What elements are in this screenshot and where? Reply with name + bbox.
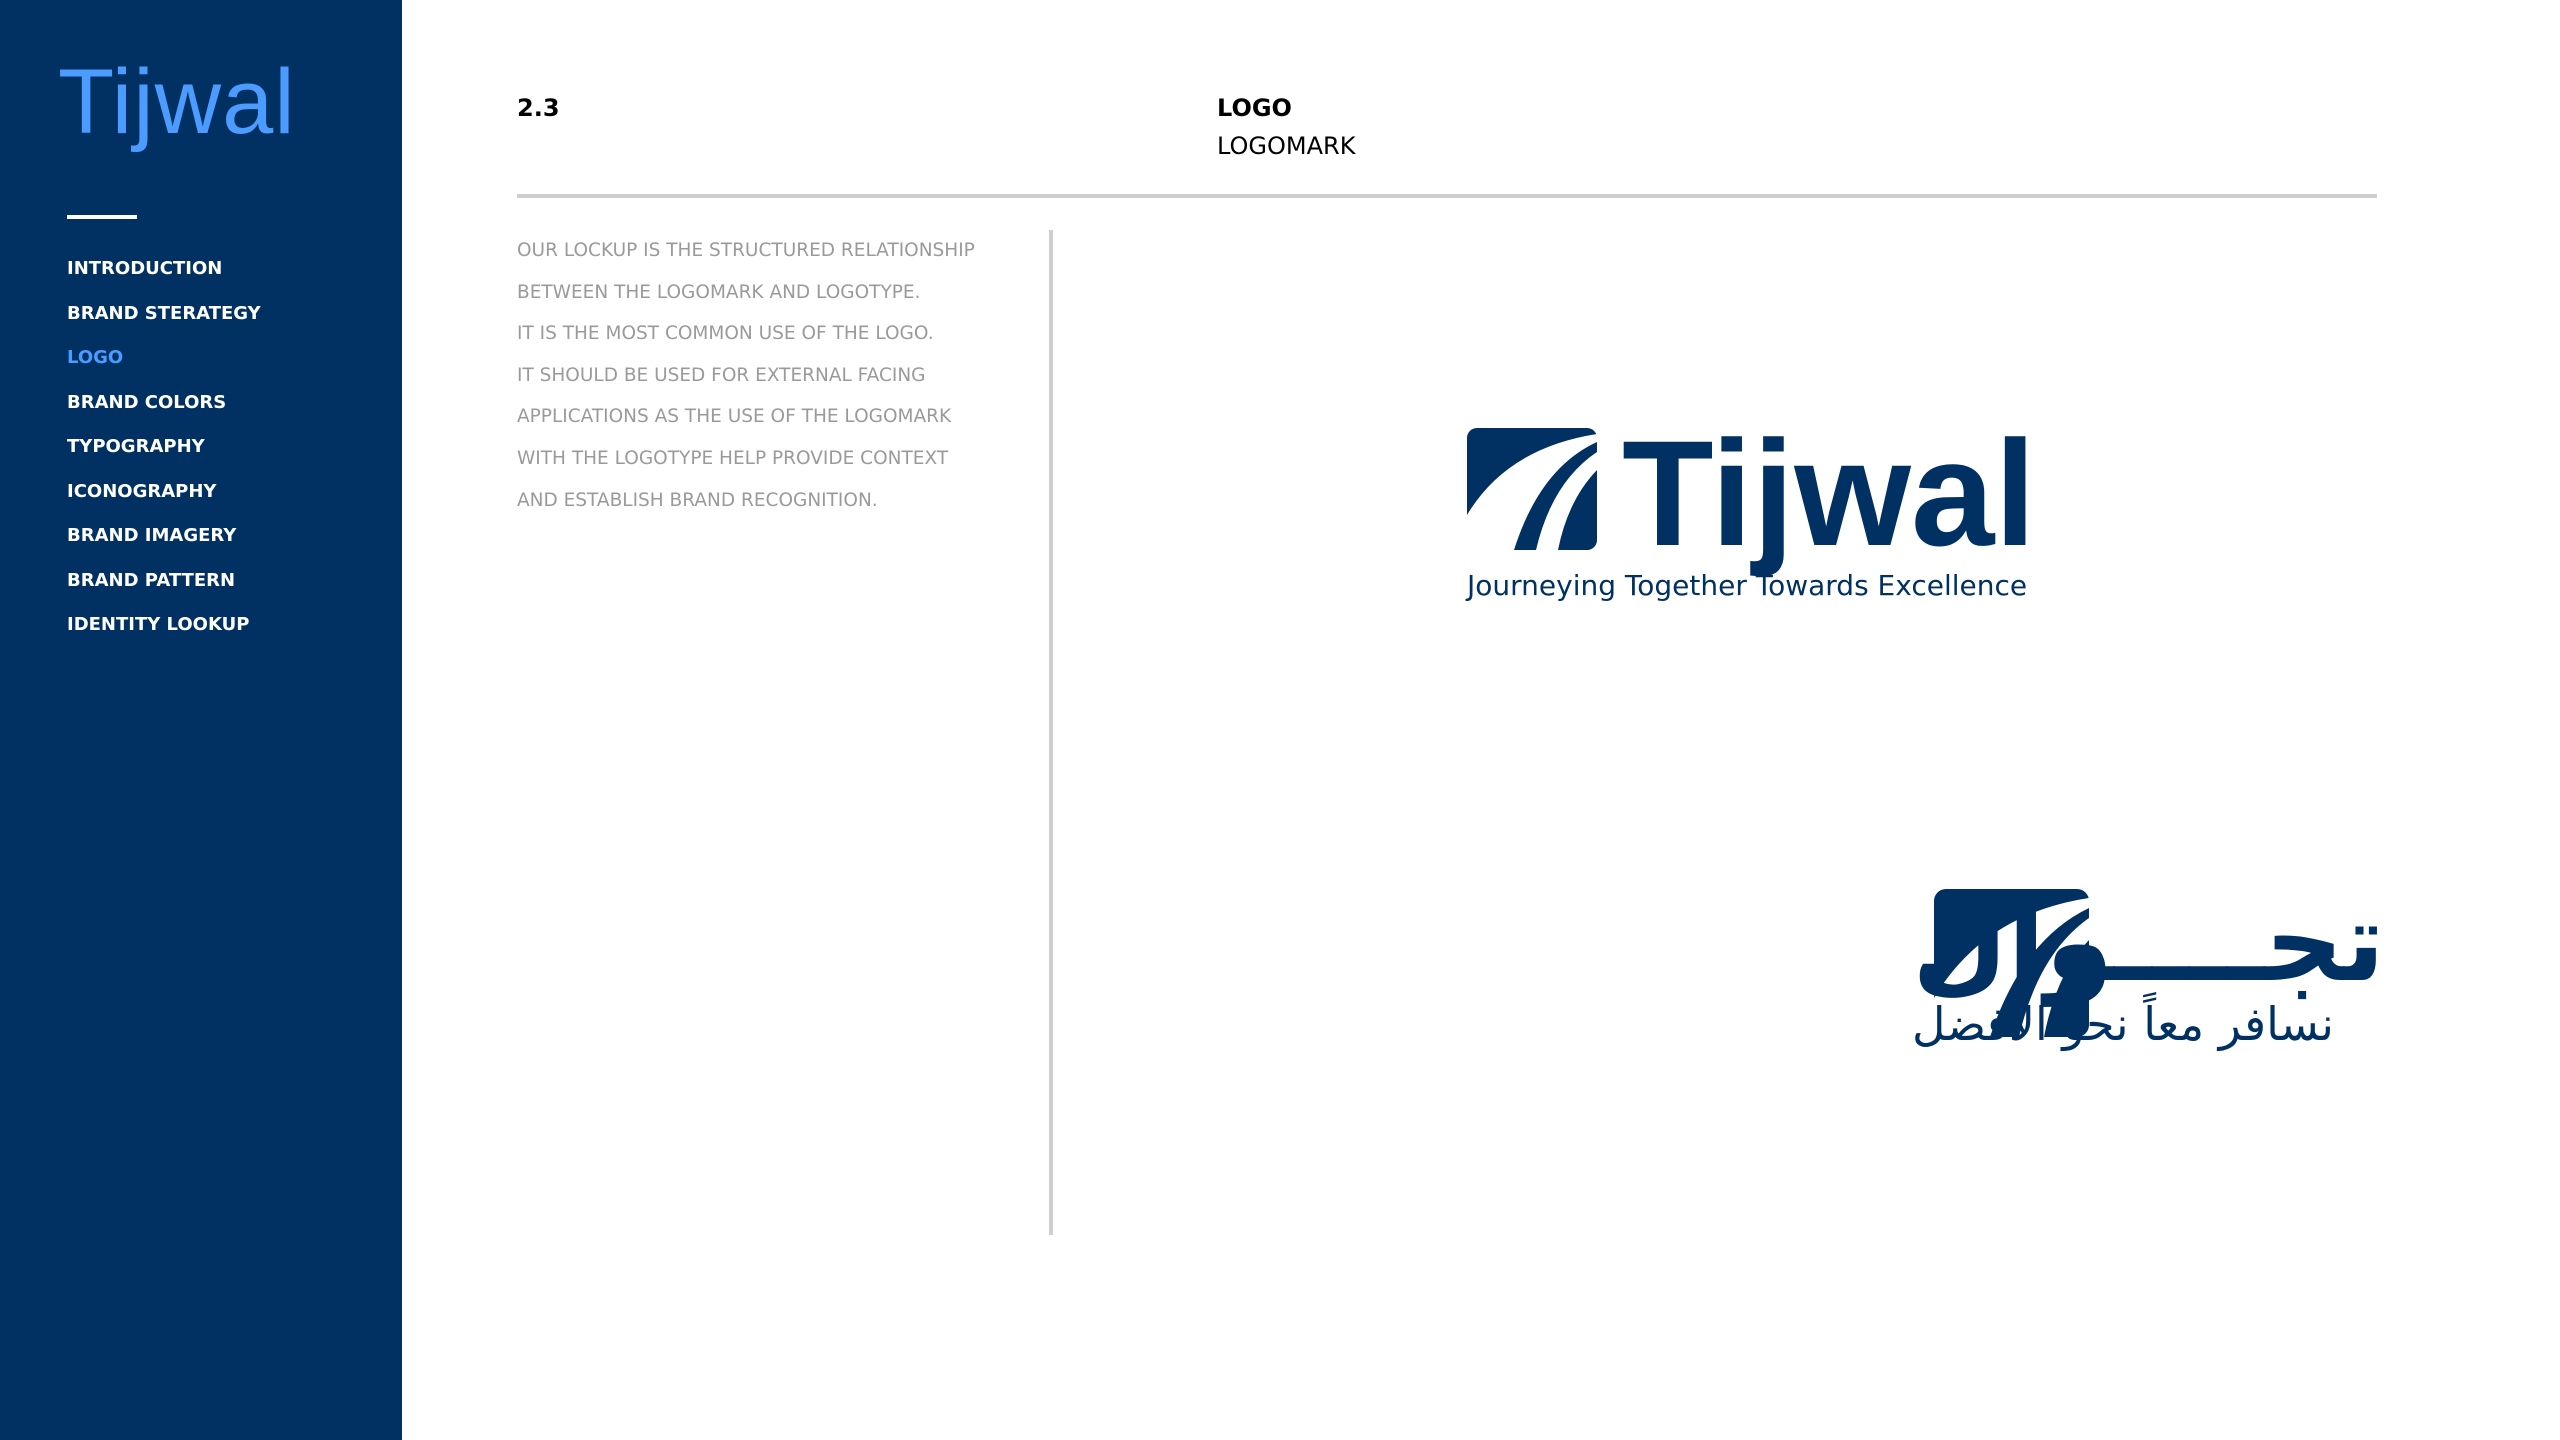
sidebar-item-typography[interactable]: TYPOGRAPHY: [67, 436, 205, 457]
logomark-icon: [1467, 428, 1597, 550]
sidebar-item-introduction[interactable]: INTRODUCTION: [67, 258, 223, 279]
section-number: 2.3: [517, 94, 560, 122]
sidebar-item-brand-pattern[interactable]: BRAND PATTERN: [67, 569, 236, 591]
sidebar: [0, 0, 402, 1440]
description-paragraph: IT IS THE MOST COMMON USE OF THE LOGO.: [517, 323, 934, 345]
sidebar-item-iconography[interactable]: ICONOGRAPHY: [67, 480, 217, 502]
arabic-logo-lockup: [1432, 870, 2386, 1070]
description-paragraph: IT SHOULD BE USED FOR EXTERNAL FACING APPLICATIONS AS THE USE OF THE LOGOMARK WITH THE LOGOTYPE HELP PROVIDE CONTEXT AND ESTABLISH BRAND RECOGNITION.: [517, 364, 952, 511]
sidebar-item-brand-imagery[interactable]: BRAND IMAGERY: [67, 525, 237, 546]
arabic-tagline: نسافر معاً نحو الأفضل: [1912, 997, 2334, 1051]
english-tagline: Journeying Together Towards Excellence: [1467, 569, 2028, 602]
sidebar-item-brand-colors[interactable]: BRAND COLORS: [67, 391, 227, 413]
main-content: [402, 0, 2560, 1440]
english-logo-lockup: [1462, 409, 2182, 620]
description-block: [517, 230, 987, 521]
sidebar-nav: [67, 255, 261, 656]
sidebar-brand-title: Tijwal: [58, 51, 296, 153]
arabic-wordmark: تجــــوال: [1912, 878, 2386, 1006]
header-divider: [517, 194, 2377, 198]
sidebar-divider: [67, 215, 137, 219]
description-paragraph: OUR LOCKUP IS THE STRUCTURED RELATIONSHIP BETWEEN THE LOGOMARK AND LOGOTYPE.: [517, 240, 975, 303]
sidebar-item-identity-lookup[interactable]: IDENTITY LOOKUP: [67, 614, 250, 635]
section-subtitle: LOGOMARK: [1217, 132, 1356, 160]
english-wordmark: Tijwal: [1622, 409, 2037, 577]
sidebar-item-logo[interactable]: LOGO: [67, 347, 124, 368]
vertical-divider: [1049, 230, 1053, 1235]
section-title: LOGO: [1217, 94, 1292, 122]
sidebar-item-brand-strategy[interactable]: BRAND STERATEGY: [67, 302, 261, 324]
